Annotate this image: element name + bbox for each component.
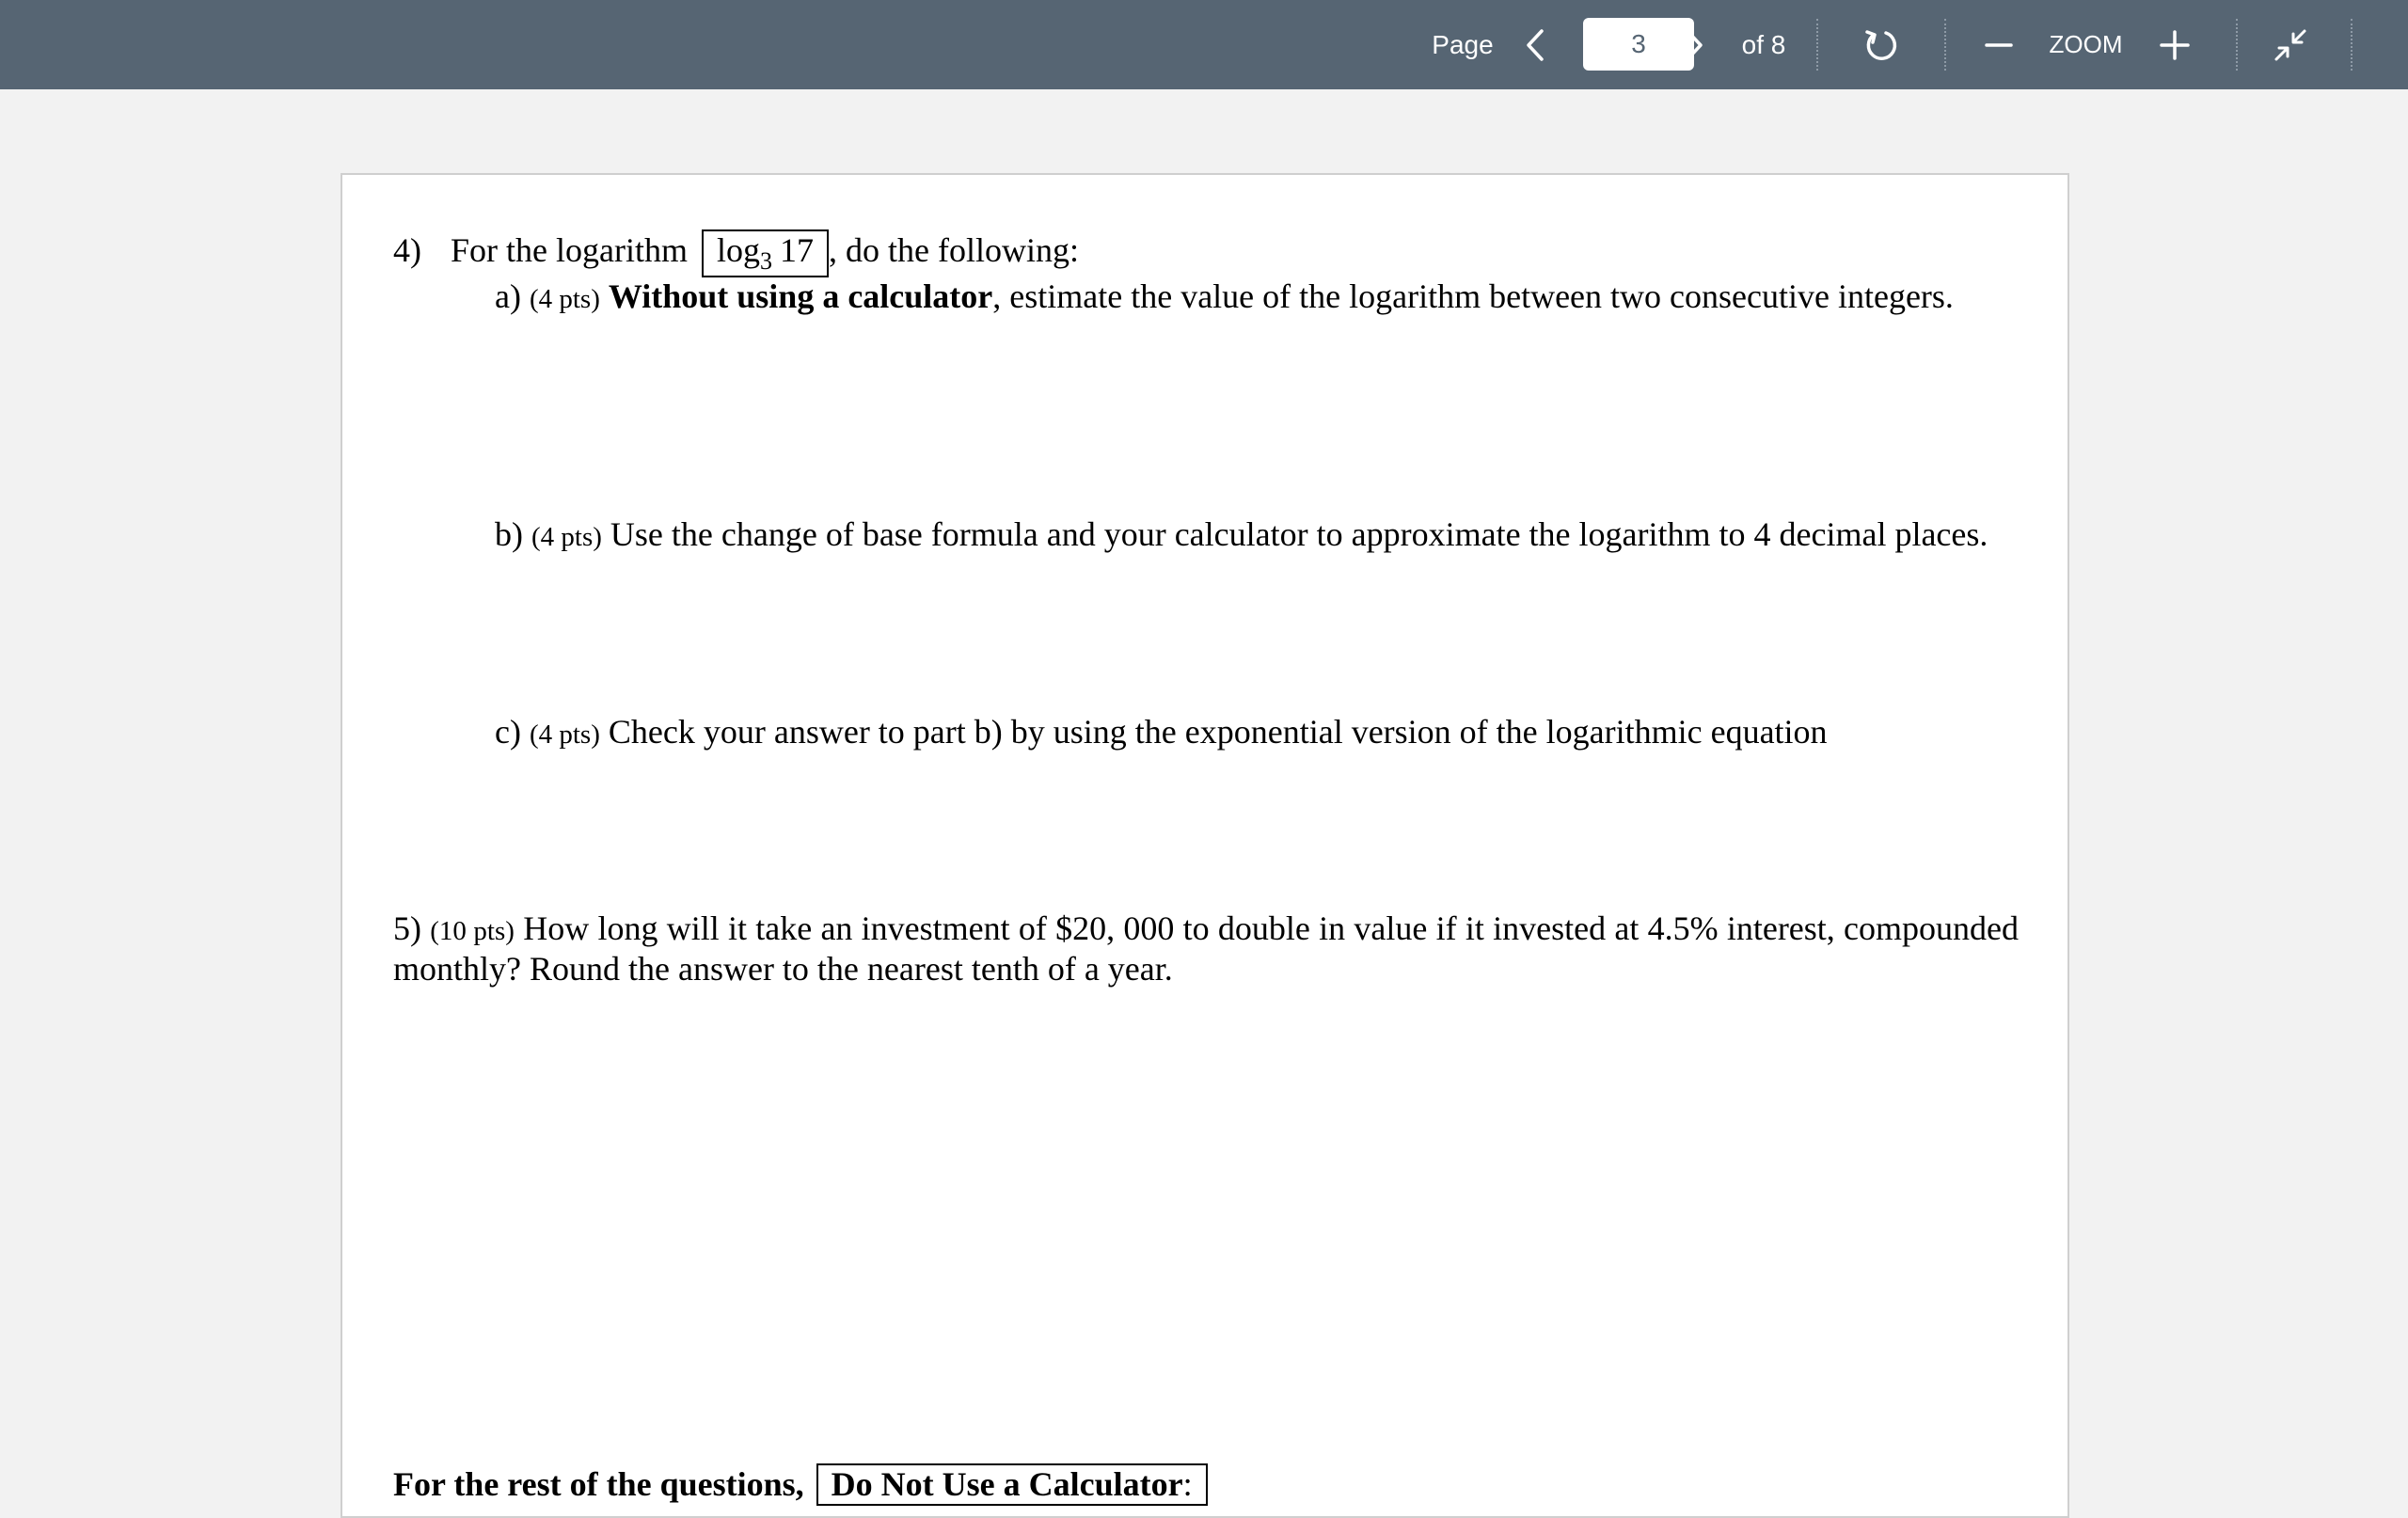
part-text: Use the change of base formula and your calculator to approximate the logarithm to 4 decimal places. xyxy=(610,515,1988,553)
collapse-view-button[interactable] xyxy=(2272,0,2309,89)
question-number: 4) xyxy=(393,231,421,269)
page-count: of 8 xyxy=(1741,29,1786,59)
log-base: 3 xyxy=(759,247,772,276)
chevron-left-icon xyxy=(1525,28,1545,62)
points-value: (4 pts) xyxy=(529,284,600,314)
question-5 xyxy=(393,909,2019,989)
part-label: b) xyxy=(495,515,523,553)
question-4c xyxy=(495,712,1828,752)
no-calculator-text: Do Not Use a Calculator xyxy=(831,1465,1183,1503)
question-4a xyxy=(495,277,1954,317)
question-4b xyxy=(495,514,1988,555)
document-page xyxy=(341,173,2069,1518)
colon: : xyxy=(1182,1465,1193,1503)
points-value: (4 pts) xyxy=(531,522,602,552)
page-label: Page xyxy=(1432,29,1494,59)
part-text: , estimate the value of the logarithm between two consecutive integers. xyxy=(992,277,1954,315)
toolbar-divider xyxy=(2351,19,2353,71)
question-text: How long will it take an investment of $20, 000 to double in value if it invested at 4.5% interest, compounded monthly? Round the answer to the nearest tenth of a year. xyxy=(393,909,2020,988)
next-page-button[interactable] xyxy=(1675,0,1713,89)
rotate-icon xyxy=(1862,26,1900,64)
question-intro-after: , do the following: xyxy=(828,231,1079,269)
part-label: c) xyxy=(495,713,521,751)
calculator-instruction xyxy=(393,1463,1208,1506)
question-4-header xyxy=(393,229,1079,277)
toolbar-divider xyxy=(2236,19,2238,71)
points-value: (10 pts) xyxy=(430,916,515,946)
rotate-button[interactable] xyxy=(1858,0,1905,89)
log-text: log xyxy=(716,231,760,269)
plus-icon xyxy=(2160,30,2190,60)
points-value: (4 pts) xyxy=(529,719,600,750)
log-expression-box xyxy=(702,229,829,277)
bold-instruction: Without using a calculator xyxy=(608,277,993,315)
collapse-arrows-icon xyxy=(2273,28,2307,62)
no-calculator-box xyxy=(816,1463,1208,1506)
previous-page-button[interactable] xyxy=(1516,0,1554,89)
toolbar-divider xyxy=(1944,19,1946,71)
pdf-toolbar xyxy=(0,0,2408,89)
chevron-right-icon xyxy=(1684,28,1704,62)
zoom-out-button[interactable] xyxy=(1980,0,2018,89)
minus-icon xyxy=(1985,31,2013,59)
zoom-label: ZOOM xyxy=(2049,30,2123,58)
log-argument: 17 xyxy=(779,231,814,269)
question-number: 5) xyxy=(393,909,421,947)
part-text: Check your answer to part b) by using the exponential version of the logarithmic equation xyxy=(608,713,1828,751)
toolbar-divider xyxy=(1816,19,1818,71)
zoom-in-button[interactable] xyxy=(2156,0,2194,89)
question-intro: For the logarithm xyxy=(451,231,688,269)
instruction-bold: For the rest of the questions, xyxy=(393,1465,804,1503)
part-label: a) xyxy=(495,277,521,315)
